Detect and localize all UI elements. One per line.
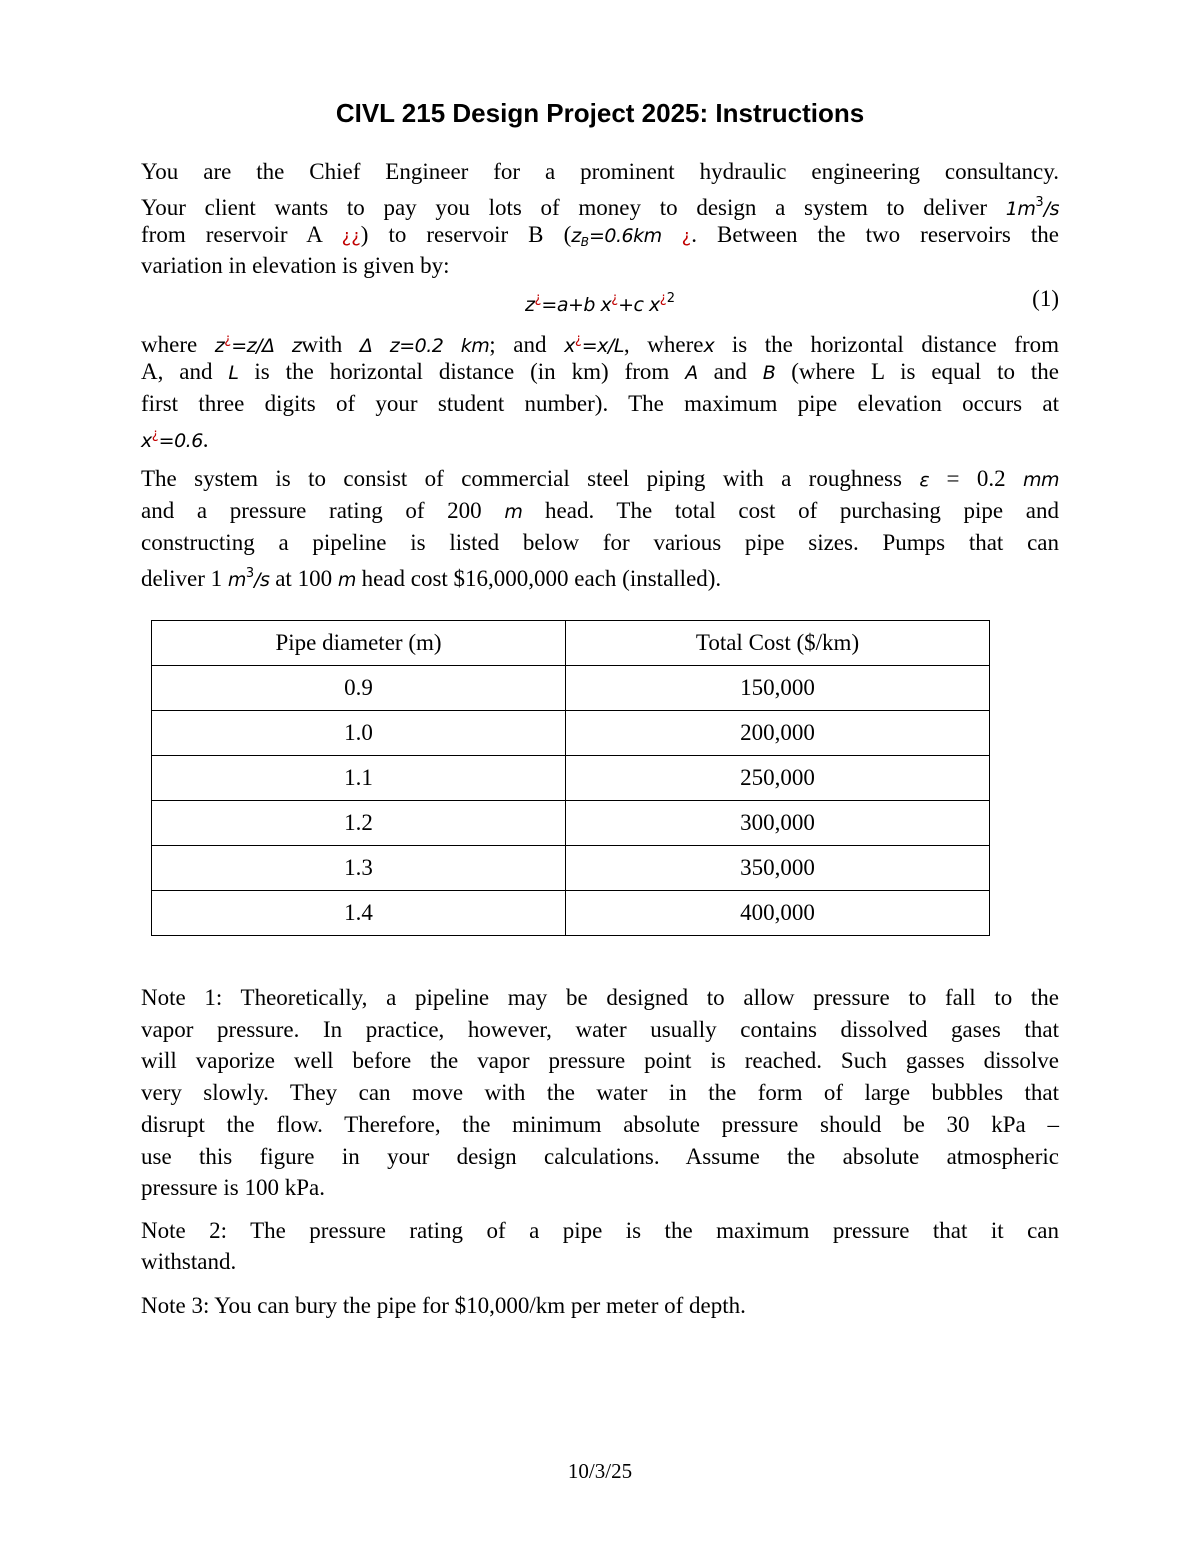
text-run: is the horizontal distance (in km) from (238, 359, 686, 384)
text-run: vapor pressure. In practice, however, water usually contains dissolved gases that (141, 1017, 1059, 1042)
math-run: m (227, 569, 246, 591)
placeholder-glyph: ¿ (659, 291, 667, 306)
math-run: L (228, 362, 239, 384)
text-run: Note 2: The pressure rating of a pipe is the maximum pressure that it can (141, 1218, 1059, 1243)
text-run: where (141, 332, 215, 357)
cell-diameter: 1.0 (152, 711, 566, 756)
math-run: /s (1043, 198, 1059, 220)
text-run: . Between the two reservoirs the (691, 222, 1060, 247)
cell-cost: 400,000 (566, 891, 990, 936)
table-header-row (152, 621, 990, 666)
math-run: 3 (1035, 195, 1044, 210)
text-run: will vaporize well before the vapor pressure point is reached. Such gasses dissolve (141, 1048, 1059, 1073)
table-row (152, 666, 990, 711)
table-row (152, 891, 990, 936)
text-run: head. The total cost of purchasing pipe and (522, 498, 1059, 523)
text-run: withstand. (141, 1249, 237, 1274)
paragraph-4-line (141, 1015, 1059, 1045)
math-run: x (564, 335, 575, 357)
paragraph-2-line (141, 389, 1059, 419)
cell-cost: 300,000 (566, 801, 990, 846)
cell-diameter: 1.3 (152, 846, 566, 891)
paragraph-3-line (141, 528, 1059, 558)
text-run: and a pressure rating of 200 (141, 498, 505, 523)
math-run: =z/Δ z (231, 335, 302, 357)
text-run: , where (623, 332, 704, 357)
table-row (152, 801, 990, 846)
placeholder-glyph: ¿ (224, 332, 232, 347)
math-run: +c x (618, 294, 660, 316)
table-row (152, 756, 990, 801)
text-run: A, and (141, 359, 229, 384)
paragraph-3-line (141, 464, 1059, 495)
placeholder-glyph: ¿¿ (341, 226, 361, 247)
math-run: /s (254, 569, 270, 591)
table-row (152, 711, 990, 756)
paragraph-1-line (141, 251, 1059, 281)
paragraph-4-line (141, 1046, 1059, 1076)
placeholder-glyph: ¿ (661, 226, 692, 247)
paragraph-5-line (141, 1247, 1059, 1277)
text-run: The system is to consist of commercial steel piping with a roughness (141, 466, 920, 491)
paragraph-4-line (141, 1078, 1059, 1108)
placeholder-glyph: ¿ (611, 291, 619, 306)
text-run: pressure is 100 kPa. (141, 1175, 325, 1200)
paragraph-4-line (141, 1110, 1059, 1140)
text-run: first three digits of your student number). The maximum pipe elevation occurs at (141, 391, 1059, 416)
math-run: =x/L (581, 335, 624, 357)
paragraph-2-line (141, 420, 1059, 456)
pipe-cost-table (151, 620, 990, 936)
text-run: use this figure in your design calculations. Assume the absolute atmospheric (141, 1144, 1059, 1169)
text-run: = 0.2 (929, 466, 1023, 491)
text-run: Note 3: You can bury the pipe for $10,000/km per meter of depth. (141, 1293, 746, 1318)
cell-diameter: 1.2 (152, 801, 566, 846)
paragraph-6-line (141, 1291, 1059, 1321)
text-run: deliver 1 (141, 566, 228, 591)
math-run: =0.6km (588, 225, 662, 247)
text-run: ; and (489, 332, 565, 357)
math-run: x (703, 335, 715, 357)
math-run: z (571, 225, 581, 247)
cell-cost: 350,000 (566, 846, 990, 891)
paragraph-2-line (141, 325, 1059, 361)
text-run: variation in elevation is given by: (141, 253, 450, 278)
math-run: z (525, 294, 535, 316)
cell-diameter: 1.1 (152, 756, 566, 801)
text-run: (where L is equal to the (775, 359, 1059, 384)
table-row (152, 846, 990, 891)
paragraph-3-line (141, 559, 1059, 595)
paragraph-3-line (141, 496, 1059, 527)
equation-number: (1) (1032, 286, 1059, 311)
math-run: B (580, 235, 589, 249)
math-run: 3 (245, 566, 255, 581)
math-run: 2 (666, 291, 675, 306)
math-run: m (337, 569, 356, 591)
text-run: constructing a pipeline is listed below for various pipe sizes. Pumps that can (141, 530, 1059, 555)
text-run: at 100 (269, 566, 338, 591)
placeholder-glyph: ¿ (151, 427, 159, 442)
text-run: from reservoir A (141, 222, 342, 247)
paragraph-1-line (141, 157, 1059, 187)
cell-cost: 250,000 (566, 756, 990, 801)
text-run: with (301, 332, 360, 357)
cell-diameter: 0.9 (152, 666, 566, 711)
text-run: . (202, 427, 209, 452)
text-run: ) to reservoir B ( (360, 222, 572, 247)
document-title: CIVL 215 Design Project 2025: Instructions (335, 98, 865, 128)
math-run: ε (919, 469, 930, 491)
cell-cost: 150,000 (566, 666, 990, 711)
math-run: Δ z=0.2 km (359, 335, 490, 357)
math-run: B (762, 362, 776, 384)
text-run: Note 1: Theoretically, a pipeline may be designed to allow pressure to fall to the (141, 985, 1059, 1010)
cell-cost: 200,000 (566, 711, 990, 756)
math-run: 1m (1005, 198, 1036, 220)
paragraph-2-line (141, 357, 1059, 388)
header-total-cost: Total Cost ($/km) (566, 621, 990, 666)
paragraph-4-line (141, 1142, 1059, 1172)
text-run: disrupt the flow. Therefore, the minimum absolute pressure should be 30 kPa – (141, 1112, 1059, 1137)
text-run: Your client wants to pay you lots of money to design a system to deliver (141, 195, 1006, 220)
math-run: z (214, 335, 225, 357)
math-run: A (685, 362, 698, 384)
paragraph-4-line (141, 983, 1059, 1013)
header-pipe-diameter: Pipe diameter (m) (152, 621, 566, 666)
cell-diameter: 1.4 (152, 891, 566, 936)
page-footer-date: 10/3/25 (567, 1459, 633, 1483)
placeholder-glyph: ¿ (534, 291, 542, 306)
text-run: head cost $16,000,000 each (installed). (355, 566, 722, 591)
math-run: =0.6 (158, 430, 203, 452)
math-run: m (504, 501, 523, 523)
text-run: and (697, 359, 763, 384)
paragraph-5-line (141, 1216, 1059, 1246)
text-run: is the horizontal distance from (714, 332, 1060, 357)
math-run: x (141, 430, 152, 452)
text-run: very slowly. They can move with the water in the form of large bubbles that (141, 1080, 1059, 1105)
text-run: You are the Chief Engineer for a prominent hydraulic engineering consultancy. (141, 159, 1059, 184)
placeholder-glyph: ¿ (574, 332, 582, 347)
math-run: =a+b x (541, 294, 612, 316)
paragraph-4-line (141, 1173, 1059, 1203)
paragraph-1-line (141, 188, 1059, 224)
equation-1 (141, 284, 1059, 320)
math-run: mm (1022, 469, 1059, 491)
